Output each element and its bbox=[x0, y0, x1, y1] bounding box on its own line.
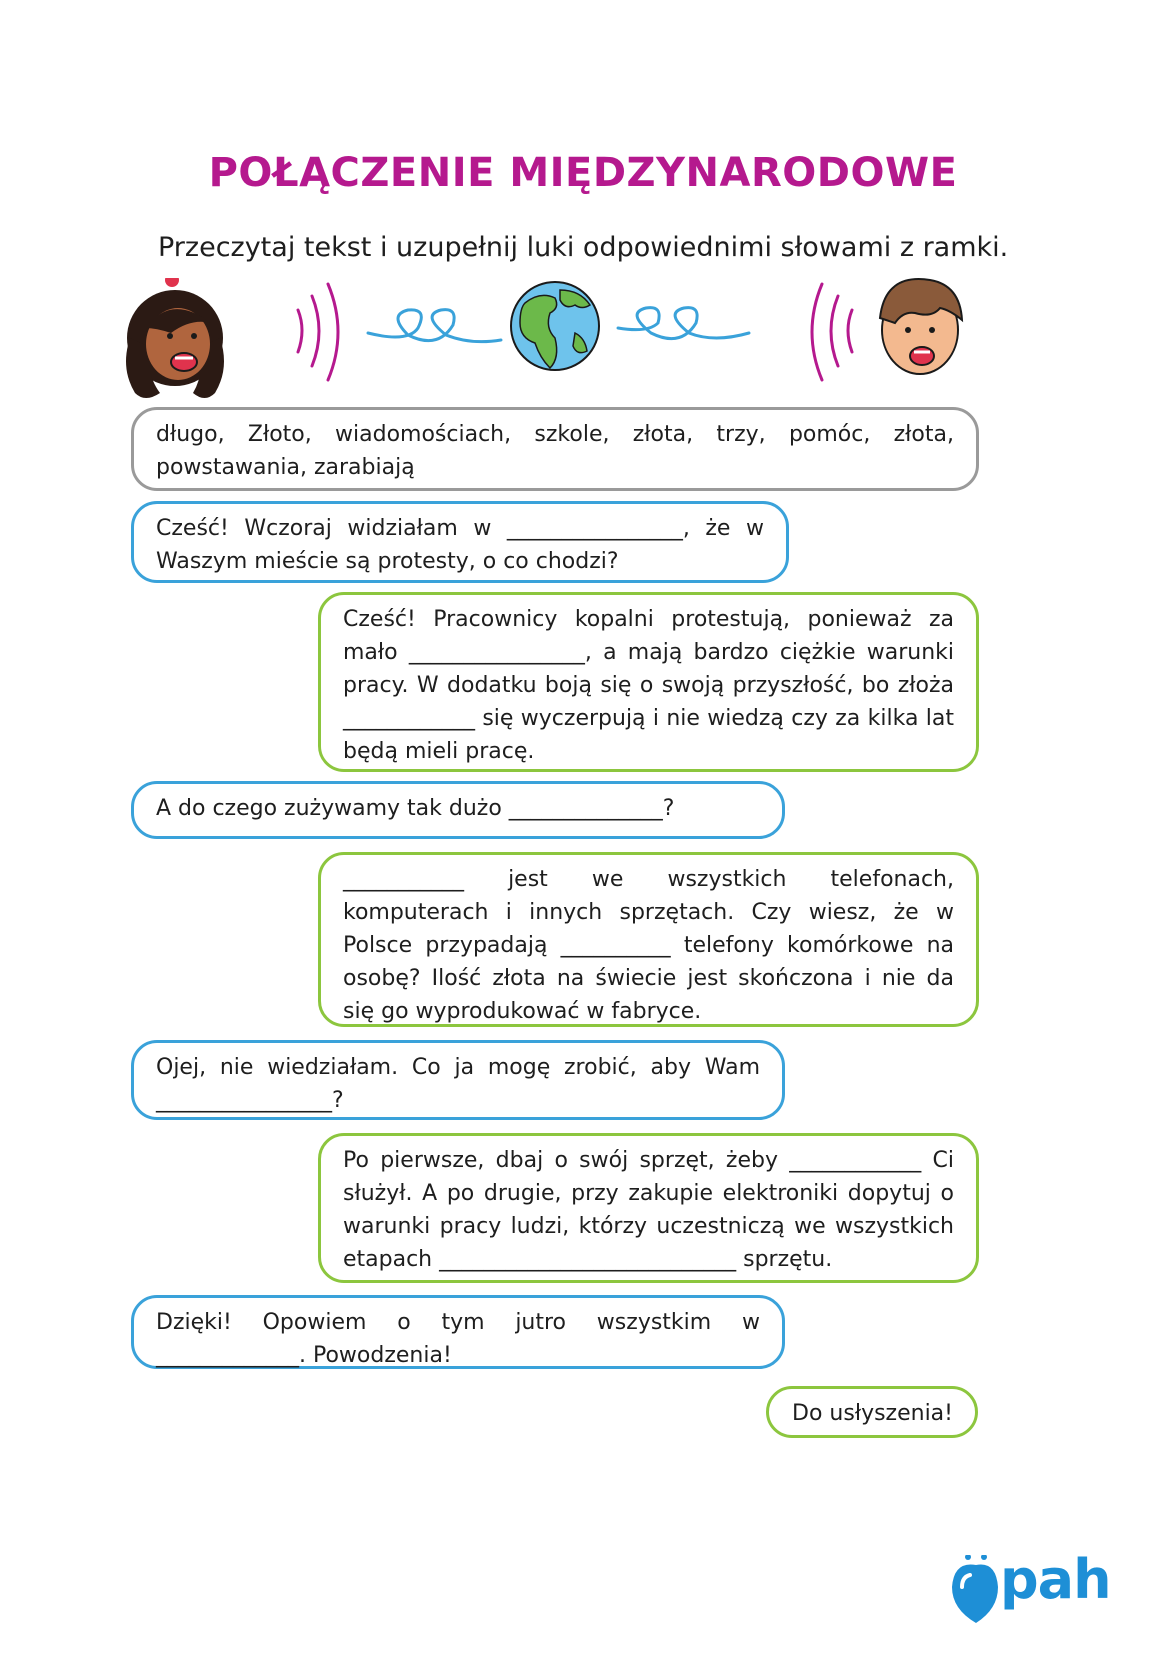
dialogue-text: Cześć! Wczoraj widziałam w ________________, że w Waszym mieście są protesty, o co chodzi? bbox=[156, 516, 764, 574]
dialogue-text: Do usłyszenia! bbox=[792, 1401, 953, 1426]
dialogue-text: Dzięki! Opowiem o tym jutro wszystkim w _____________. Powodzenia! bbox=[156, 1310, 760, 1368]
dialogue-bubble-1 bbox=[131, 501, 789, 583]
dialogue-text: Cześć! Pracownicy kopalni protestują, ponieważ za mało ________________, a mają bardzo ciężkie warunki pracy. W dodatku boją się o swoją przyszłość, bo złoża ____________ się wyczerpują i nie wiedzą czy za kilka lat będą mieli pracę. bbox=[343, 607, 954, 764]
dialogue-text: ___________ jest we wszystkich telefonach, komputerach i innych sprzętach. Czy wiesz, że w Polsce przypadają __________ telefony komórkowe na osobę? Ilość złota na świecie jest skończona i nie da się go wyprodukować w fabryce. bbox=[343, 867, 954, 1024]
phone-call-illustration bbox=[120, 278, 1060, 408]
boy-icon bbox=[880, 279, 962, 374]
dialogue-bubble-6 bbox=[318, 1133, 979, 1283]
dialogue-text: Ojej, nie wiedziałam. Co ja mogę zrobić, aby Wam ________________? bbox=[156, 1055, 760, 1113]
girl-icon bbox=[126, 278, 224, 398]
pah-logo: pah bbox=[1000, 1548, 1111, 1611]
dialogue-text: Po pierwsze, dbaj o swój sprzęt, żeby ____________ Ci służył. A po drugie, przy zakupie elektroniki dopytuj o warunki pracy ludzi, którzy uczestniczą we wszystkich etapach ___________________________ sprzętu. bbox=[343, 1148, 954, 1272]
dialogue-bubble-4 bbox=[318, 852, 979, 1027]
dialogue-bubble-3 bbox=[131, 781, 785, 839]
page-title: POŁĄCZENIE MIĘDZYNARODOWE bbox=[208, 150, 958, 196]
dialogue-text: A do czego zużywamy tak dużo ______________? bbox=[156, 796, 675, 821]
instruction-text: Przeczytaj tekst i uzupełnij luki odpowiednimi słowami z ramki. bbox=[158, 232, 1009, 263]
dialogue-bubble-7 bbox=[131, 1295, 785, 1369]
word-bank-box bbox=[131, 407, 979, 491]
word-bank-text: długo, Złoto, wiadomościach, szkole, złota, trzy, pomóc, złota, powstawania, zarabiają bbox=[156, 422, 954, 480]
globe-icon bbox=[511, 282, 599, 370]
dialogue-bubble-8 bbox=[766, 1386, 978, 1438]
dialogue-bubble-5 bbox=[131, 1040, 785, 1120]
dialogue-bubble-2 bbox=[318, 592, 979, 772]
